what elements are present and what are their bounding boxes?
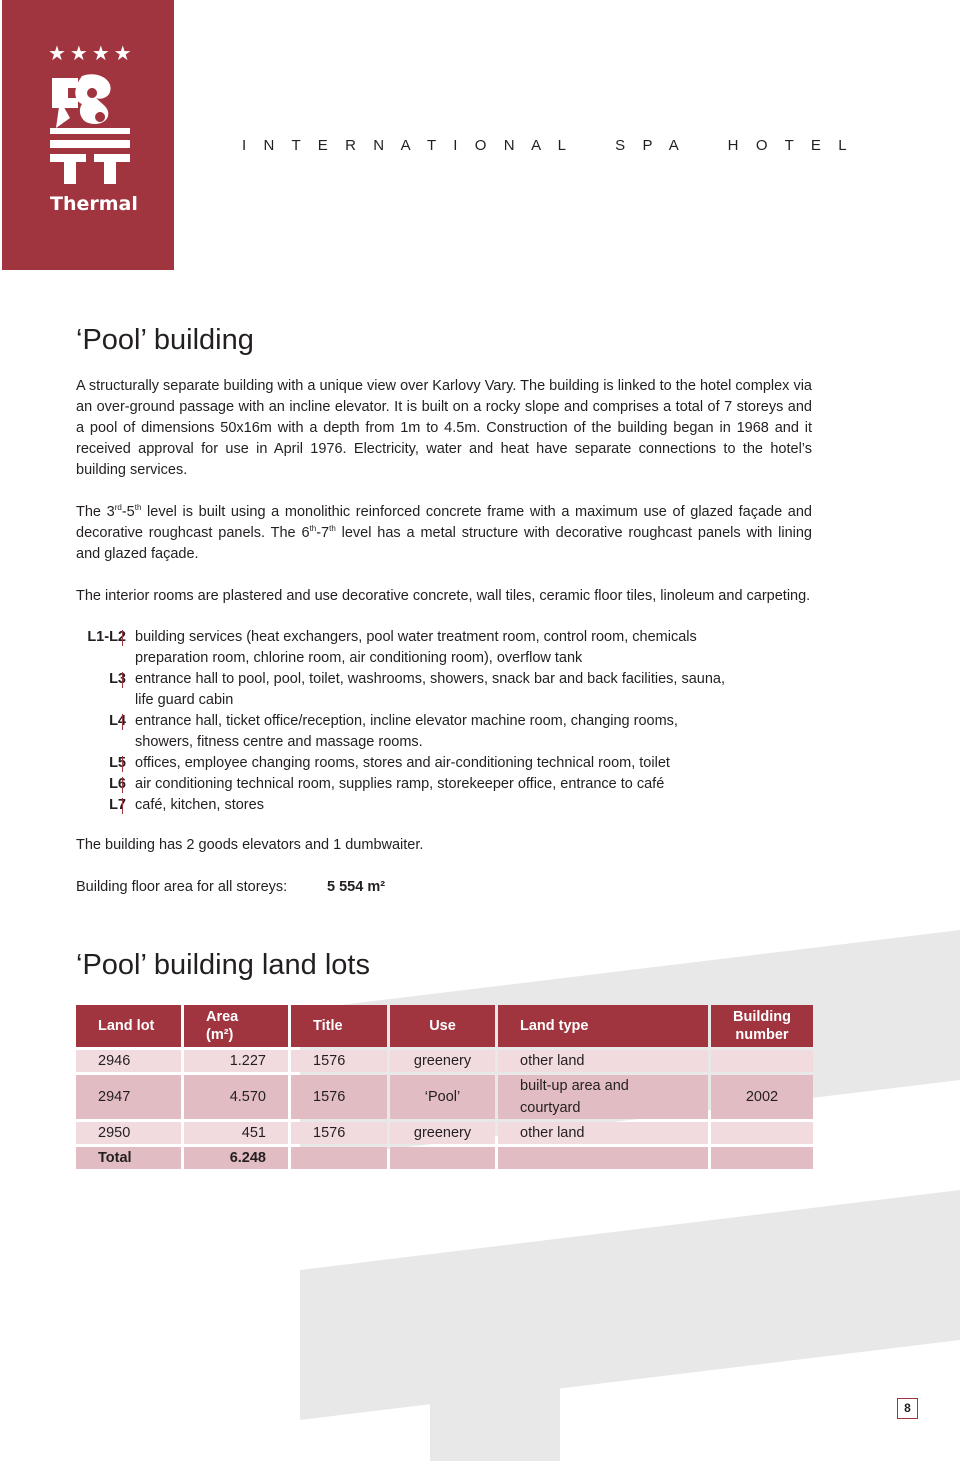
land-lots-title: ‘Pool’ building land lots — [76, 949, 370, 981]
level-description: entrance hall to pool, pool, toilet, washrooms, showers, snack bar and back facilities, sauna, life guard cabin — [135, 671, 725, 708]
col-header: Area (m²) — [184, 1005, 288, 1047]
elevators-note: The building has 2 goods elevators and 1 dumbwaiter. — [76, 837, 424, 853]
hotel-logo — [2, 0, 174, 270]
level-item — [76, 669, 816, 711]
brand-name: Thermal — [50, 193, 138, 215]
structure-paragraph: The 3rd-5th level is built using a monolithic reinforced concrete frame with a maximum use of glazed façade and decorative roughcast panels. The 6th-7th level has a metal structure with decorative roughcast panels with lining and glazed façade. — [76, 503, 812, 562]
land-lots-table — [73, 1002, 816, 1172]
floor-area-row — [76, 877, 386, 898]
section-title: ‘Pool’ building — [76, 324, 254, 356]
level-item — [76, 711, 816, 753]
level-code: L3 — [109, 671, 126, 687]
col-header: Land lot — [76, 1005, 181, 1047]
star-rating: ★★★★ — [48, 43, 136, 65]
total-row: Total 6.248 — [76, 1147, 813, 1169]
level-description: entrance hall, ticket office/reception, incline elevator machine room, changing rooms, showers, fitness centre and massage rooms. — [135, 713, 678, 750]
col-header: Building number — [711, 1005, 813, 1047]
col-header: Use — [390, 1005, 495, 1047]
col-header: Title — [291, 1005, 387, 1047]
table-row: 2946 1.227 1576 greenery other land — [76, 1050, 813, 1072]
level-item — [76, 753, 816, 774]
levels-list — [76, 627, 816, 816]
floor-area-value: 5 554 m² — [327, 879, 386, 895]
lion-crest-icon — [2, 0, 174, 270]
level-item — [76, 627, 816, 669]
level-code: L7 — [109, 797, 126, 813]
table-row: 2950 451 1576 greenery other land — [76, 1122, 813, 1144]
level-code: L1-L2 — [87, 629, 126, 645]
hotel-tagline: I N T E R N A T I O N A L S P A H O T E L — [242, 137, 854, 154]
table-row: 2947 4.570 1576 ‘Pool’ built-up area and courtyard 2002 — [76, 1075, 813, 1119]
level-item — [76, 774, 816, 795]
col-header: Land type — [498, 1005, 708, 1047]
floor-area-label: Building floor area for all storeys: — [76, 879, 288, 895]
description-paragraph: A structurally separate building with a unique view over Karlovy Vary. The building is linked to the hotel complex via an over-ground passage with an incline elevator. It is built on a rocky slope and comprises a total of 7 storeys and a pool of dimensions 50x16m with a depth from 1m to 4.5m. Construction of the building began in 1968 and it received approval for use in April 1976. Electricity, water and heat have separate connections to the hotel’s building services. — [76, 378, 812, 478]
level-code: L6 — [109, 776, 126, 792]
level-description: building services (heat exchangers, pool water treatment room, control room, chemicals preparation room, chlorine room, air conditioning room), overflow tank — [135, 629, 697, 666]
level-description: offices, employee changing rooms, stores and air-conditioning technical room, toilet — [135, 755, 670, 771]
level-description: air conditioning technical room, supplies ramp, storekeeper office, entrance to café — [135, 776, 665, 792]
level-item — [76, 795, 816, 816]
level-code: L4 — [109, 713, 126, 729]
interior-paragraph: The interior rooms are plastered and use decorative concrete, wall tiles, ceramic floor tiles, linoleum and carpeting. — [76, 588, 811, 604]
level-code: L5 — [109, 755, 126, 771]
level-description: café, kitchen, stores — [135, 797, 264, 813]
page-number: 8 — [897, 1398, 918, 1419]
